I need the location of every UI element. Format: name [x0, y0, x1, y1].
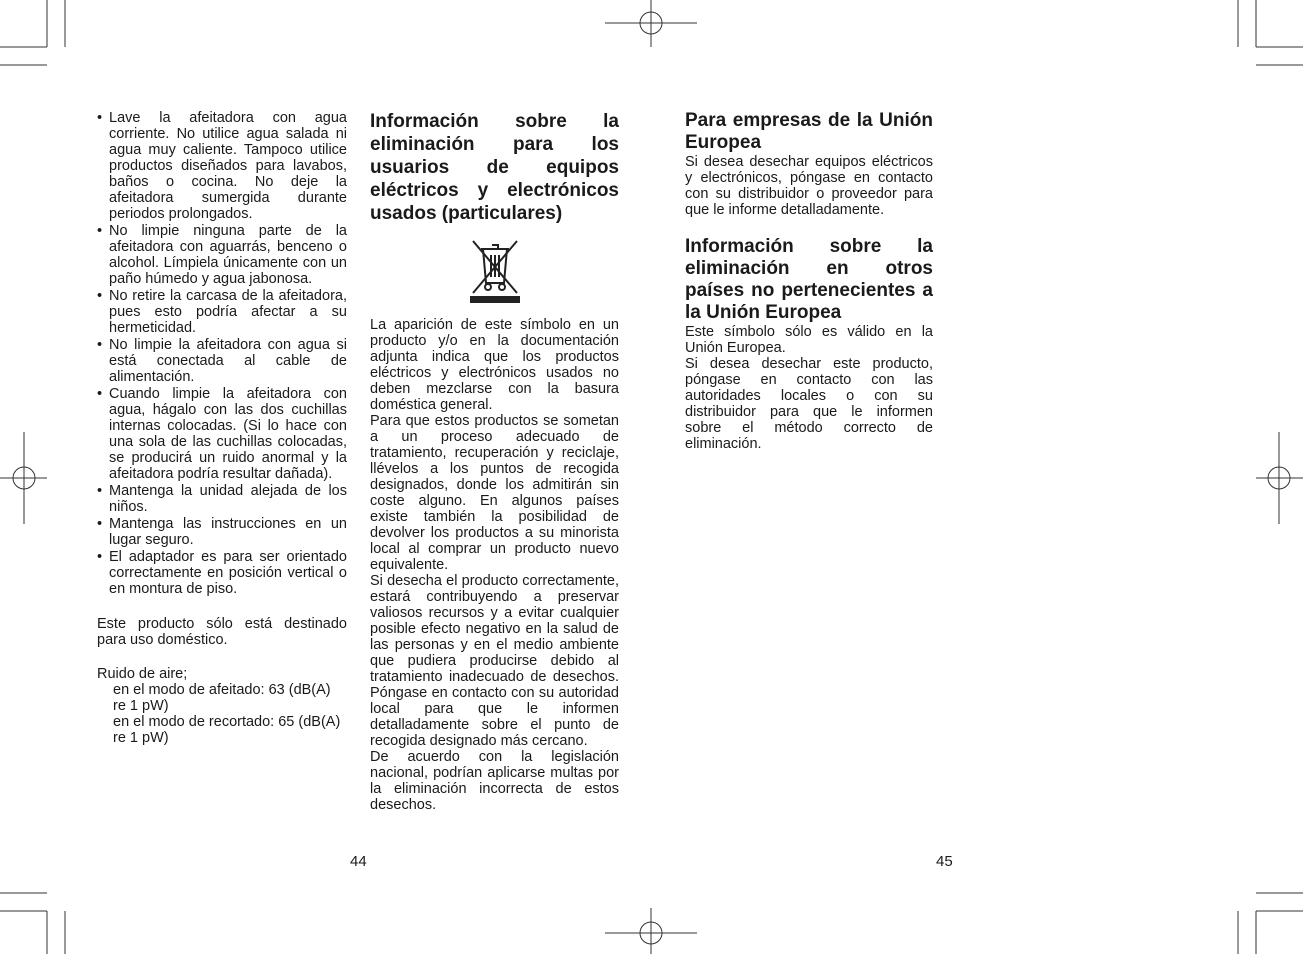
list-item: • El adaptador es para ser orientado correctamente en posición vertical o en montura de piso.	[97, 549, 347, 597]
disposal-paragraph: De acuerdo con la legislación nacional, podrían aplicarse multas por la eliminación incorrecta de estos desechos.	[370, 749, 619, 813]
non-eu-heading: Información sobre la eliminación en otros países no pertenecientes a la Unión Europea	[685, 236, 933, 323]
business-heading: Para empresas de la Unión Europea	[685, 110, 933, 153]
noise-shaving-mode: en el modo de afeitado: 63 (dB(A) re 1 pW)	[113, 682, 331, 714]
disposal-paragraph: La aparición de este símbolo en un producto y/o en la documentación adjunta indica que los productos eléctricos y electrónicos usados no deben mezclarse con la basura doméstica general.	[370, 317, 619, 413]
disposal-paragraph: Para que estos productos se sometan a un proceso adecuado de tratamiento, recuperación y reciclaje, llévelos a los puntos de recogida designados, donde los admitirán sin coste alguno. En algunos países existe también la posibilidad de devolver los productos a su minorista local al comprar un producto nuevo equivalente.	[370, 413, 619, 573]
crossed-out-wheelie-bin-icon	[465, 235, 525, 305]
business-text: Si desea desechar equipos eléctricos y electrónicos, póngase en contacto con su distribuidor o proveedor para que le informe detalladamente.	[685, 154, 933, 218]
list-item: • Cuando limpie la afeitadora con agua, hágalo con las dos cuchillas internas colocadas. (Si lo hace con una sola de las cuchillas colocadas, se producirá un ruido anormal y la afeitadora podría resultar dañada).	[97, 386, 347, 482]
disposal-info-column	[370, 110, 619, 813]
business-info-column	[685, 110, 933, 452]
domestic-use-note: Este producto sólo está destinado para uso doméstico.	[97, 616, 347, 648]
care-instructions-column	[97, 110, 347, 746]
care-bullet-list	[97, 110, 347, 597]
noise-trimming-mode: en el modo de recortado: 65 (dB(A) re 1 pW)	[113, 714, 341, 746]
list-item: • Mantenga la unidad alejada de los niños.	[97, 483, 347, 515]
disposal-heading: Información sobre la eliminación para los usuarios de equipos eléctricos y electrónicos usados (particulares)	[370, 111, 619, 224]
noise-title: Ruido de aire;	[97, 666, 188, 682]
list-item: • No limpie la afeitadora con agua si está conectada al cable de alimentación.	[97, 337, 347, 385]
list-item: • Lave la afeitadora con agua corriente. No utilice agua salada ni agua muy caliente. Tampoco utilice productos diseñados para lavabos, baños o cocina. No deje la afeitadora sumergida durante periodos prolongados.	[97, 110, 347, 222]
list-item: • No limpie ninguna parte de la afeitadora con aguarrás, benceno o alcohol. Límpiela únicamente con un paño húmedo y agua jabonosa.	[97, 223, 347, 287]
disposal-paragraph: Si desecha el producto correctamente, estará contribuyendo a preservar valiosos recursos y a evitar cualquier posible efecto negativo en la salud de las personas y en el medio ambiente que pudiera producirse debido al tratamiento inadecuado de desechos. Póngase en contacto con su autoridad local para que le informen detalladamente sobre el punto de recogida designado más cercano.	[370, 573, 619, 749]
page-number-left: 44	[350, 853, 367, 870]
non-eu-text: Si desea desechar este producto, póngase en contacto con las autoridades locales o con su distribuidor para que le informen sobre el método correcto de eliminación.	[685, 356, 933, 452]
list-item: • No retire la carcasa de la afeitadora, pues esto podría afectar a su hermeticidad.	[97, 288, 347, 336]
page-number-right: 45	[936, 853, 953, 870]
non-eu-text: Este símbolo sólo es válido en la Unión Europea.	[685, 324, 933, 356]
list-item: • Mantenga las instrucciones en un lugar seguro.	[97, 516, 347, 548]
